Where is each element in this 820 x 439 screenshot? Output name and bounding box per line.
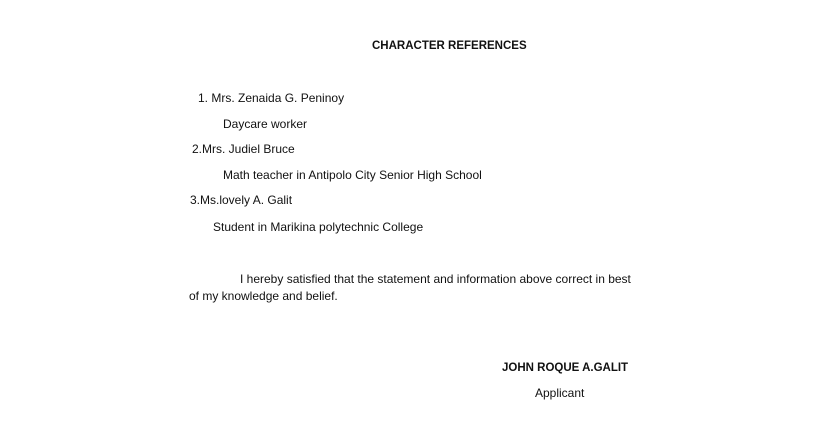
reference-1-name: 1. Mrs. Zenaida G. Peninoy bbox=[198, 91, 345, 105]
reference-2-occupation: Math teacher in Antipolo City Senior High School bbox=[223, 168, 482, 182]
reference-1-occupation: Daycare worker bbox=[223, 117, 308, 131]
reference-3-name: 3.Ms.lovely A. Galit bbox=[190, 193, 293, 207]
reference-2-name: 2.Mrs. Judiel Bruce bbox=[192, 142, 295, 156]
signatory-name: JOHN ROQUE A.GALIT bbox=[502, 362, 629, 374]
declaration-line-1: I hereby satisfied that the statement and information above correct in best bbox=[240, 272, 631, 286]
reference-3-occupation: Student in Marikina polytechnic College bbox=[213, 220, 424, 234]
signatory-role: Applicant bbox=[535, 386, 585, 400]
declaration-paragraph bbox=[189, 271, 639, 305]
declaration-line-2: of my knowledge and belief. bbox=[189, 289, 338, 303]
page-title: CHARACTER REFERENCES bbox=[372, 40, 527, 52]
